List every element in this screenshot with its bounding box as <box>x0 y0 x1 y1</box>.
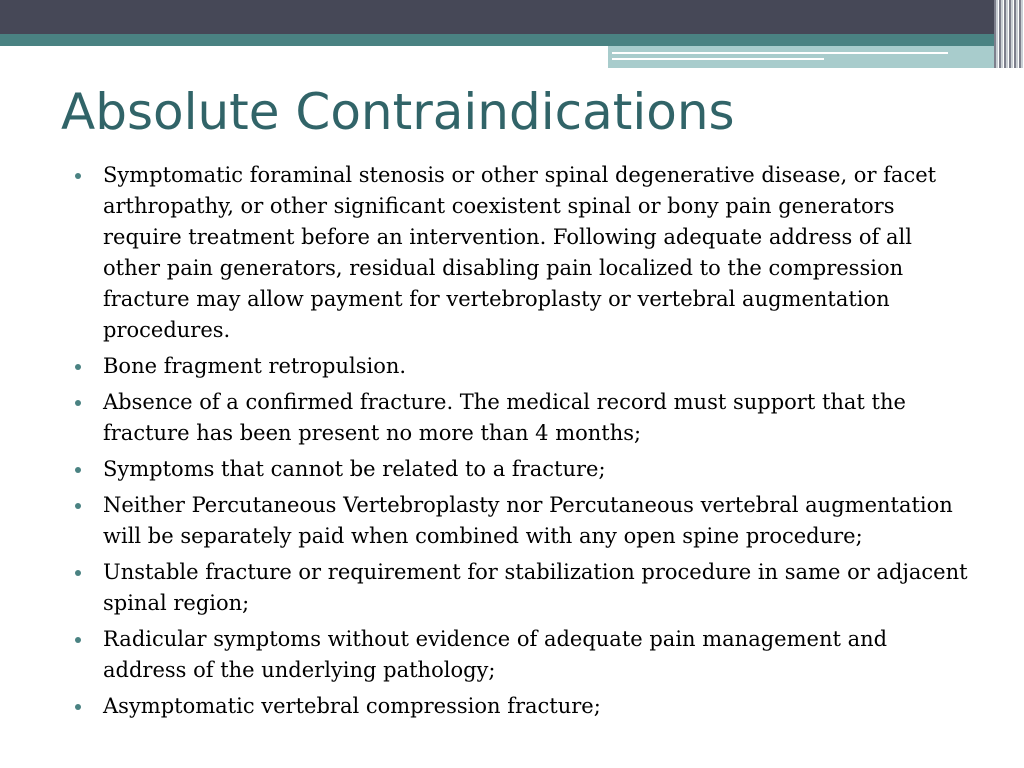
bullet-text: Neither Percutaneous Vertebroplasty nor Percutaneous vertebral augmentation will be separately paid when combined with any open spine procedure; <box>103 493 953 548</box>
bullet-text: Symptomatic foraminal stenosis or other spinal degenerative disease, or facet arthropathy, or other significant coexistent spinal or bony pain generators require treatment before an intervention. Following adequate address of all other pain generators, residual disabling pain localized to the compression fracture may allow payment for vertebroplasty or vertebral augmentation procedures. <box>103 163 937 342</box>
bullet-item <box>75 490 975 552</box>
bullet-dot-icon <box>75 467 81 473</box>
bullet-dot-icon <box>75 570 81 576</box>
bullet-text: Radicular symptoms without evidence of adequate pain management and address of the underlying pathology; <box>103 627 888 682</box>
bullet-dot-icon <box>75 400 81 406</box>
bullet-item <box>75 691 975 722</box>
bullet-list <box>75 160 975 727</box>
header-teal-bar <box>0 34 1024 46</box>
bullet-dot-icon <box>75 704 81 710</box>
header-accent-line <box>612 52 948 54</box>
bullet-text: Bone fragment retropulsion. <box>103 354 407 378</box>
bullet-dot-icon <box>75 503 81 509</box>
bullet-item <box>75 454 975 485</box>
bullet-dot-icon <box>75 173 81 179</box>
bullet-item <box>75 351 975 382</box>
bullet-item <box>75 557 975 619</box>
bullet-dot-icon <box>75 637 81 643</box>
header-stripes <box>994 0 1024 68</box>
bullet-item <box>75 387 975 449</box>
bullet-text: Symptoms that cannot be related to a fracture; <box>103 457 606 481</box>
bullet-item <box>75 160 975 346</box>
bullet-dot-icon <box>75 364 81 370</box>
header-dark-bar <box>0 0 1024 34</box>
slide-title: Absolute Contraindications <box>61 83 735 141</box>
bullet-text: Unstable fracture or requirement for stabilization procedure in same or adjacent spinal region; <box>103 560 968 615</box>
header-accent-line <box>612 58 824 60</box>
bullet-item <box>75 624 975 686</box>
header-light-teal-bar <box>608 46 1024 68</box>
bullet-text: Asymptomatic vertebral compression fracture; <box>103 694 601 718</box>
bullet-text: Absence of a confirmed fracture. The medical record must support that the fracture has been present no more than 4 months; <box>103 390 906 445</box>
